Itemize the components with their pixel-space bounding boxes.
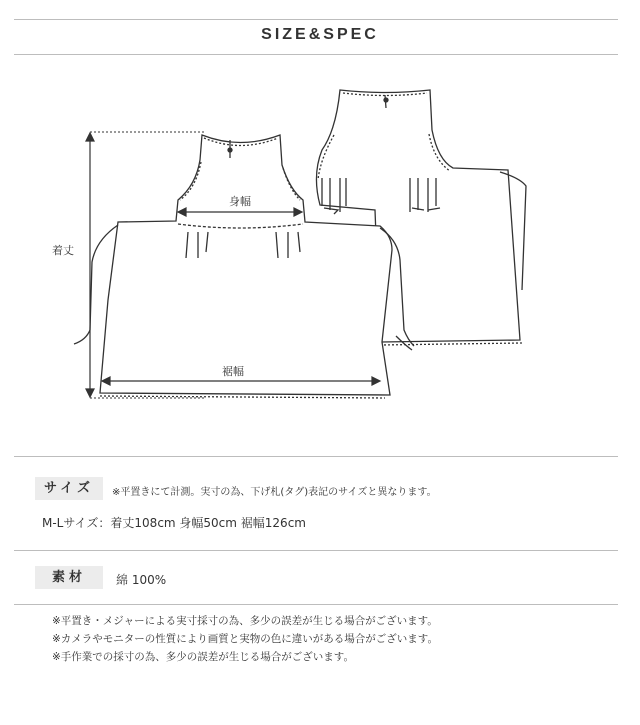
size-section-top-rule — [14, 456, 618, 457]
material-badge: 素材 — [35, 566, 103, 589]
note-item: ※平置き・メジャーによる実寸採寸の為、多少の誤差が生じる場合がございます。 — [52, 615, 438, 627]
page-title: SIZE&SPEC — [261, 26, 379, 43]
material-value: 綿 100% — [116, 573, 167, 587]
title-bottom-rule — [14, 54, 618, 55]
title-top-rule — [14, 19, 618, 20]
size-measurements: M-Lサイズ：着丈108cm 身幅50cm 裾幅126cm — [42, 516, 306, 530]
material-section-top-rule — [14, 550, 618, 551]
notes-list — [52, 612, 438, 666]
note-item: ※手作業での採寸の為、多少の誤差が生じる場合がございます。 — [52, 651, 354, 663]
chest-label: 身幅 — [229, 195, 251, 208]
size-note: ※平置きにて計測。実寸の為、下げ札(タグ)表記のサイズと異なります。 — [112, 487, 437, 498]
hem-label: 裾幅 — [222, 365, 244, 378]
notes-top-rule — [14, 604, 618, 605]
size-badge: サイズ — [35, 477, 103, 500]
length-label: 着丈 — [52, 244, 74, 257]
note-item: ※カメラやモニターの性質により画質と実物の色に違いがある場合がございます。 — [52, 633, 438, 645]
garment-diagram — [0, 60, 640, 420]
